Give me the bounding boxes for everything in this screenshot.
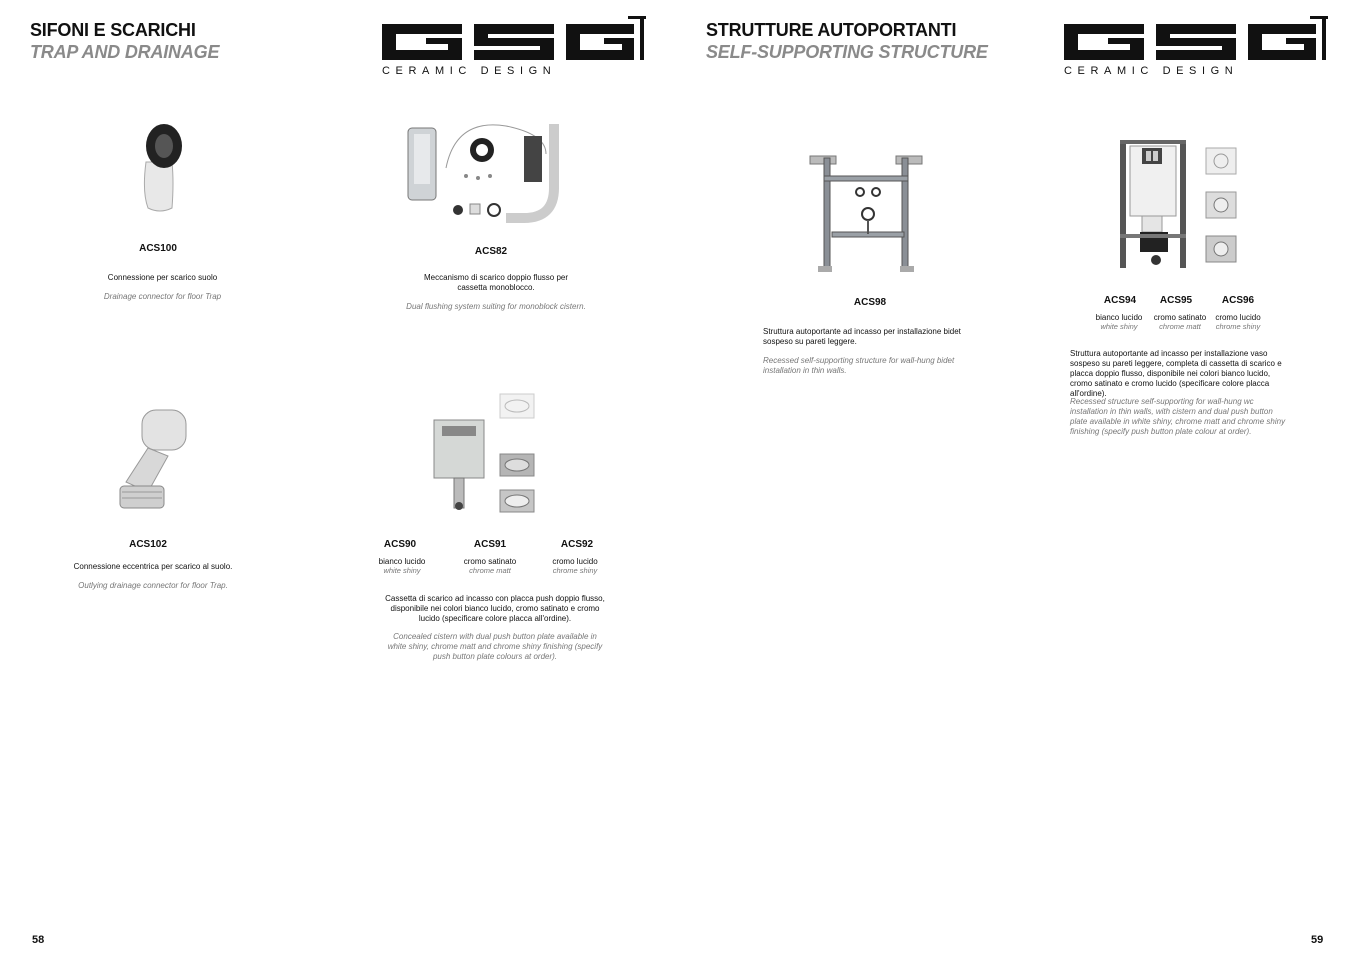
product-code: ACS98 (853, 297, 887, 308)
variant-code: ACS90 (383, 539, 417, 550)
brand-logo (1064, 14, 1329, 78)
variant-label-en: white shiny (1100, 322, 1138, 331)
product-desc-en: Recessed self-supporting structure for wall-hung bidet installation in thin walls. (763, 356, 955, 375)
product-desc-it: Connessione eccentrica per scarico al suolo. (73, 562, 233, 571)
product-desc-en: Outlying drainage connector for floor Trap. (78, 581, 228, 590)
variant-code: ACS92 (560, 539, 594, 550)
variant-label-it: cromo satinato (1153, 313, 1207, 322)
page-number-left: 58 (32, 934, 45, 946)
variant-label-en: chrome matt (469, 566, 511, 575)
product-desc-it: Cassetta di scarico ad incasso con placca push doppio flusso, disponibile nei colori bianco lucido, cromo satinato e cromo lucido (specificare colore placca all'ordine). (385, 594, 605, 623)
variant-label-it: bianco lucido (1095, 313, 1143, 322)
variant-label-en: chrome matt (1159, 322, 1201, 331)
variant-label-en: chrome shiny (552, 566, 598, 575)
product-code: ACS100 (139, 243, 177, 254)
variant-label-it: cromo lucido (552, 557, 598, 566)
logo-tagline: CERAMIC DESIGN (382, 65, 557, 77)
product-image-acs94-96 (1116, 138, 1240, 272)
brand-logo (382, 14, 647, 78)
variant-label-it: cromo satinato (463, 557, 517, 566)
right-heading-it: STRUTTURE AUTOPORTANTI (706, 20, 957, 40)
product-code: ACS82 (474, 246, 508, 257)
variant-code: ACS96 (1221, 295, 1255, 306)
product-desc-it: Struttura autoportante ad incasso per installazione bidet sospeso su pareti leggere. (763, 327, 961, 346)
product-desc-it: Struttura autoportante ad incasso per installazione vaso sospeso su pareti leggere, completa di cassetta di scarico e placca doppio flusso, disponibile nei colori bianco lucido, cromo satinato e cromo lucido (specificare colore placca all'ordine). (1070, 349, 1282, 398)
product-image-acs98 (808, 154, 924, 276)
right-heading-en: SELF-SUPPORTING STRUCTURE (706, 42, 988, 62)
variant-label-it: bianco lucido (378, 557, 426, 566)
product-image-acs102 (118, 408, 192, 510)
variant-label-it: cromo lucido (1215, 313, 1261, 322)
product-desc-en: Drainage connector for floor Trap (103, 292, 222, 301)
product-code: ACS102 (129, 539, 167, 550)
left-heading-it: SIFONI E SCARICHI (30, 20, 196, 40)
variant-label-en: chrome shiny (1215, 322, 1261, 331)
product-desc-en: Concealed cistern with dual push button plate available in white shiny, chrome matt and chrome shiny finishing (specify push button plate colours at order). (387, 632, 603, 661)
product-image-acs82 (406, 118, 582, 228)
variant-code: ACS91 (473, 539, 507, 550)
left-heading-en: TRAP AND DRAINAGE (30, 42, 220, 62)
page-number-right: 59 (1311, 934, 1324, 946)
product-desc-en: Dual flushing system suiting for monoblock cistern. (406, 302, 586, 311)
product-desc-it: Meccanismo di scarico doppio flusso per cassetta monoblocco. (423, 273, 569, 292)
logo-tagline: CERAMIC DESIGN (1064, 65, 1239, 77)
product-desc-en: Recessed structure self-supporting for wall-hung wc installation in thin walls, with cistern and dual push button plate available in white shiny, chrome matt and chrome shiny finishing (specify push button plate colour at order). (1070, 397, 1286, 436)
variant-code: ACS95 (1159, 295, 1193, 306)
variant-label-en: white shiny (383, 566, 421, 575)
variant-code: ACS94 (1103, 295, 1137, 306)
product-desc-it: Connessione per scarico suolo (107, 273, 218, 282)
product-image-acs100 (138, 122, 184, 214)
product-image-acs90-92 (432, 392, 538, 516)
